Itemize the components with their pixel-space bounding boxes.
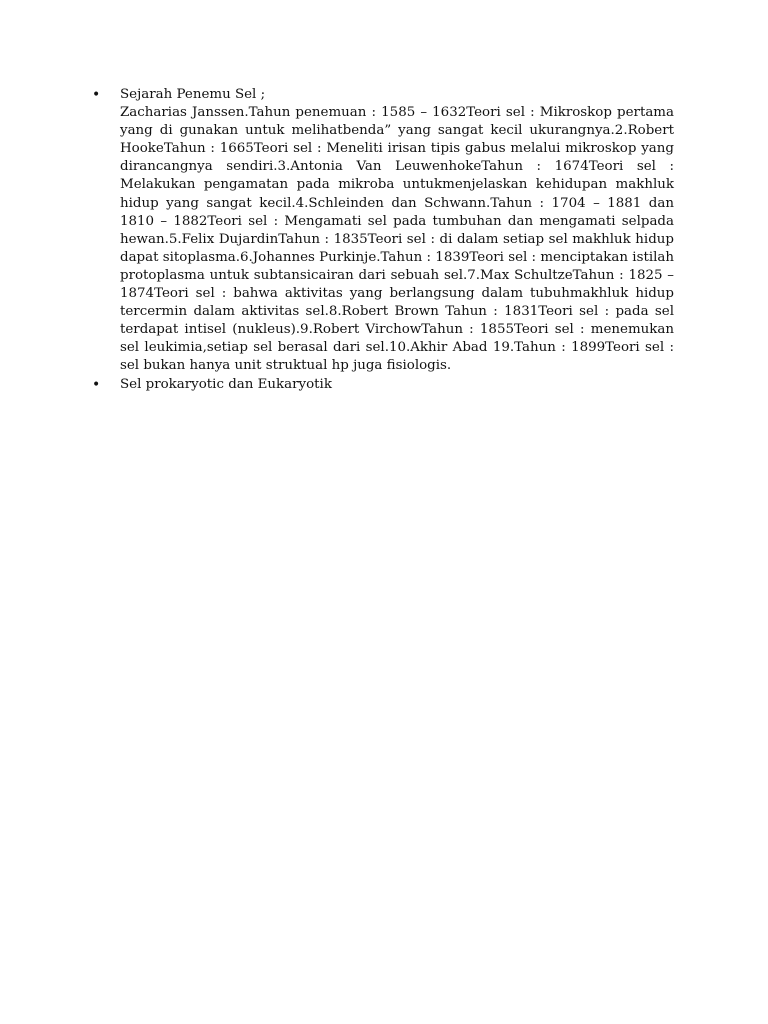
- bullet-icon: •: [92, 87, 101, 103]
- list-item-body: Zacharias Janssen.Tahun penemuan : 1585 – 1632Teori sel : Mikroskop pertama yang di gunakan untuk melihatbenda” yang sangat kecil ukurangnya.2.Robert HookeTahun : 1665Teori sel : Meneliti irisan tipis gabus melalui mikroskop yang dirancangnya sendiri.3.Antonia Van LeuwenhokeTahun : 1674Teori sel : Melakukan pengamatan pada mikroba untukmenjelaskan kehidupan makhluk hidup yang sangat kecil.4.Schleinden dan Schwann.Tahun : 1704 – 1881 dan 1810 – 1882Teori sel : Mengamati sel pada tumbuhan dan mengamati selpada hewan.5.Felix DujardinTahun : 1835Teori sel : di dalam setiap sel makhluk hidup dapat sitoplasma.6.Johannes Purkinje.Tahun : 1839Teori sel : menciptakan istilah protoplasma untuk subtansicairan dari sebuah sel.7.Max SchultzeTahun : 1825 – 1874Teori sel : bahwa aktivitas yang berlangsung dalam tubuhmakhluk hidup tercermin dalam aktivitas sel.8.Robert Brown Tahun : 1831Teori sel : pada sel terdapat intisel (nukleus).9.Robert VirchowTahun : 1855Teori sel : menemukan sel leukimia,setiap sel berasal dari sel.10.Akhir Abad 19.Tahun : 1899Teori sel : sel bukan hanya unit struktual hp juga fisiologis.: [120, 105, 674, 374]
- bullet-list: [92, 86, 674, 394]
- list-item-title: Sejarah Penemu Sel ;: [120, 87, 266, 102]
- bullet-icon: •: [92, 376, 101, 393]
- list-item-sejarah-penemu-sel: [92, 86, 674, 376]
- list-item-title: Sel prokaryotic dan Eukaryotik: [120, 376, 332, 392]
- list-item-sel-prokaryotic: [92, 376, 674, 394]
